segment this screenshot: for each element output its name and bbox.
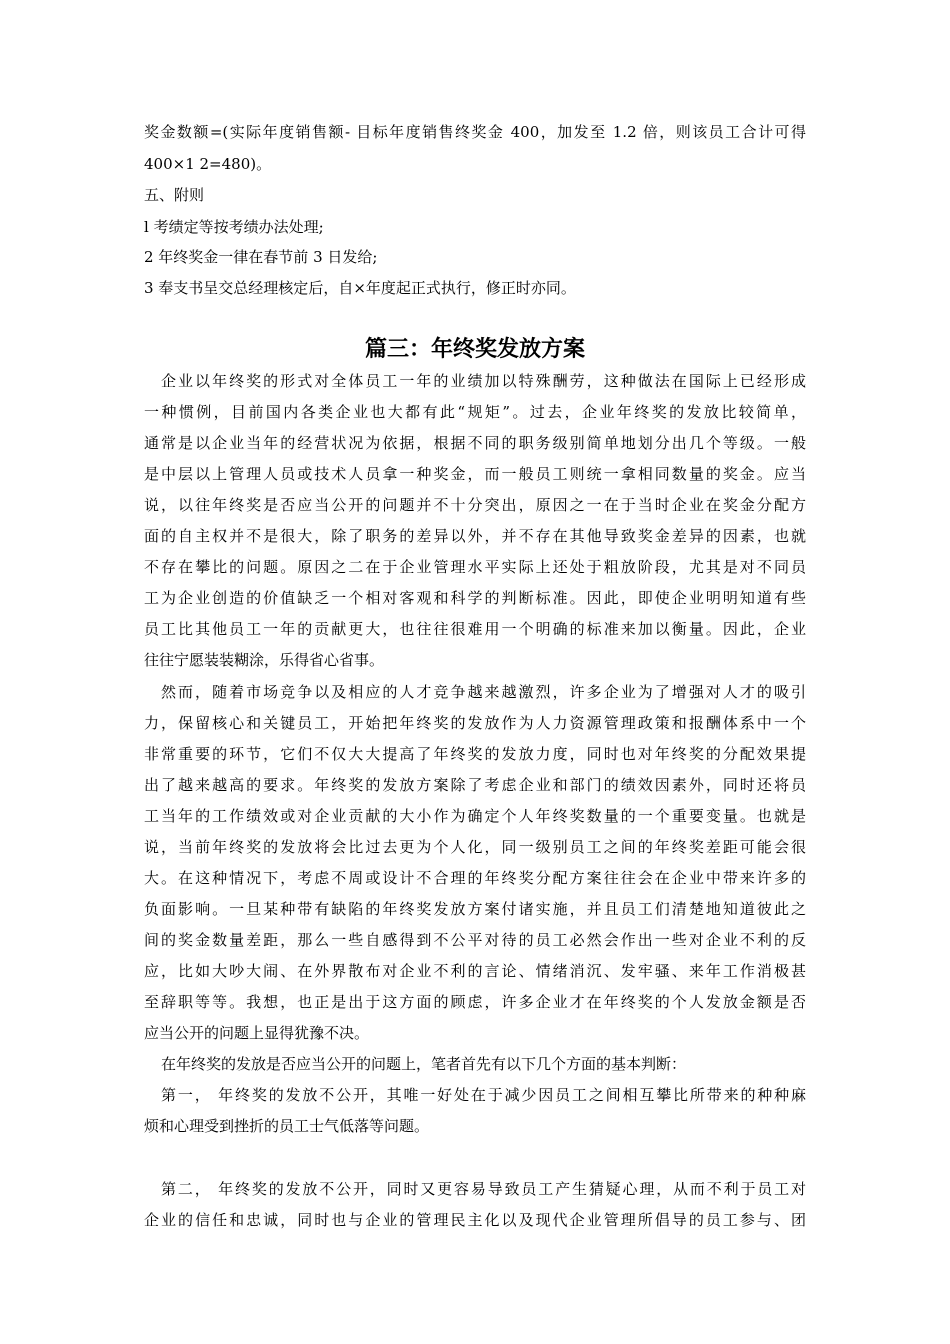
paragraph-1-line: 是中层以上管理人员或技术人员拿一种奖金，而一般员工则统一拿相同数量的奖金。应当 (144, 465, 806, 483)
formula-line-1: 奖金数额=(实际年度销售额- 目标年度销售终奖金 400，加发至 1.2 倍，则该员工合计可得 (144, 123, 806, 141)
paragraph-3-line: 在年终奖的发放是否应当公开的问题上，笔者首先有以下几个方面的基本判断： (161, 1055, 687, 1073)
paragraph-1-line: 员工比其他员工一年的贡献更大，也往往很难用一个明确的标准来加以衡量。因此，企业 (144, 620, 806, 638)
paragraph-4-line: 第一， 年终奖的发放不公开，其唯一好处在于减少因员工之间相互攀比所带来的种种麻 (161, 1086, 806, 1104)
paragraph-2-line: 应当公开的问题上显得犹豫不决。 (144, 1024, 370, 1042)
rule-item-3: 3 奉支书呈交总经理核定后，自×年度起正式执行，修正时亦同。 (144, 279, 576, 297)
section-title: 篇三：年终奖发放方案 (364, 337, 585, 362)
paragraph-1-line: 企业以年终奖的形式对全体员工一年的业绩加以特殊酬劳，这种做法在国际上已经形成 (161, 372, 806, 390)
paragraph-1-line: 不存在攀比的问题。原因之二在于企业管理水平实际上还处于粗放阶段，尤其是对不同员 (144, 558, 806, 576)
paragraph-4-line: 烦和心理受到挫折的员工士气低落等问题。 (144, 1117, 430, 1135)
formula-line-2: 400×1 2=480)。 (144, 155, 272, 173)
rule-item-2: 2 年终奖金一律在春节前 3 日发给; (144, 248, 378, 266)
paragraph-2-line: 说，当前年终奖的发放将会比过去更为个人化，同一级别员工之间的年终奖差距可能会很 (144, 838, 806, 856)
paragraph-2-line: 然而，随着市场竞争以及相应的人才竞争越来越激烈，许多企业为了增强对人才的吸引 (161, 683, 806, 701)
paragraph-2-line: 负面影响。一旦某种带有缺陷的年终奖发放方案付诸实施，并且员工们清楚地知道彼此之 (144, 900, 806, 918)
paragraph-5-line: 企业的信任和忠诚，同时也与企业的管理民主化以及现代企业管理所倡导的员工参与、团 (144, 1211, 806, 1229)
paragraph-5-line: 第二， 年终奖的发放不公开，同时又更容易导致员工产生猜疑心理，从而不利于员工对 (161, 1180, 806, 1198)
rule-item-1: l 考绩定等按考绩办法处理; (144, 218, 324, 236)
paragraph-1-line: 工为企业创造的价值缺乏一个相对客观和科学的判断标准。因此，即使企业明明知道有些 (144, 589, 806, 607)
paragraph-2-line: 力，保留核心和关键员工，开始把年终奖的发放作为人力资源管理政策和报酬体系中一个 (144, 714, 806, 732)
paragraph-1-line: 一种惯例，目前国内各类企业也大都有此“规矩”。过去，企业年终奖的发放比较简单， (144, 403, 806, 421)
paragraph-2-line: 间的奖金数量差距，那么一些自感得到不公平对待的员工必然会作出一些对企业不利的反 (144, 931, 806, 949)
paragraph-1-line: 通常是以企业当年的经营状况为依据，根据不同的职务级别简单地划分出几个等级。一般 (144, 434, 806, 452)
paragraph-1-line: 面的自主权并不是很大，除了职务的差异以外，并不存在其他导致奖金差异的因素，也就 (144, 527, 806, 545)
paragraph-2-line: 工当年的工作绩效或对企业贡献的大小作为确定个人年终奖数量的一个重要变量。也就是 (144, 807, 806, 825)
paragraph-2-line: 至辞职等等。我想，也正是出于这方面的顾虑，许多企业才在年终奖的个人发放金额是否 (144, 993, 806, 1011)
paragraph-2-line: 非常重要的环节，它们不仅大大提高了年终奖的发放力度，同时也对年终奖的分配效果提 (144, 745, 806, 763)
paragraph-2-line: 大。在这种情况下，考虑不周或设计不合理的年终奖分配方案往往会在企业中带来许多的 (144, 869, 806, 887)
section-heading-appendix: 五、附则 (144, 186, 205, 204)
paragraph-1-line: 说，以往年终奖是否应当公开的问题并不十分突出，原因之一在于当时企业在奖金分配方 (144, 496, 806, 514)
paragraph-2-line: 应，比如大吵大闹、在外界散布对企业不利的言论、情绪消沉、发牢骚、来年工作消极甚 (144, 962, 806, 980)
paragraph-2-line: 出了越来越高的要求。年终奖的发放方案除了考虑企业和部门的绩效因素外，同时还将员 (144, 776, 806, 794)
paragraph-1-line: 往往宁愿装装糊涂，乐得省心省事。 (144, 651, 385, 669)
